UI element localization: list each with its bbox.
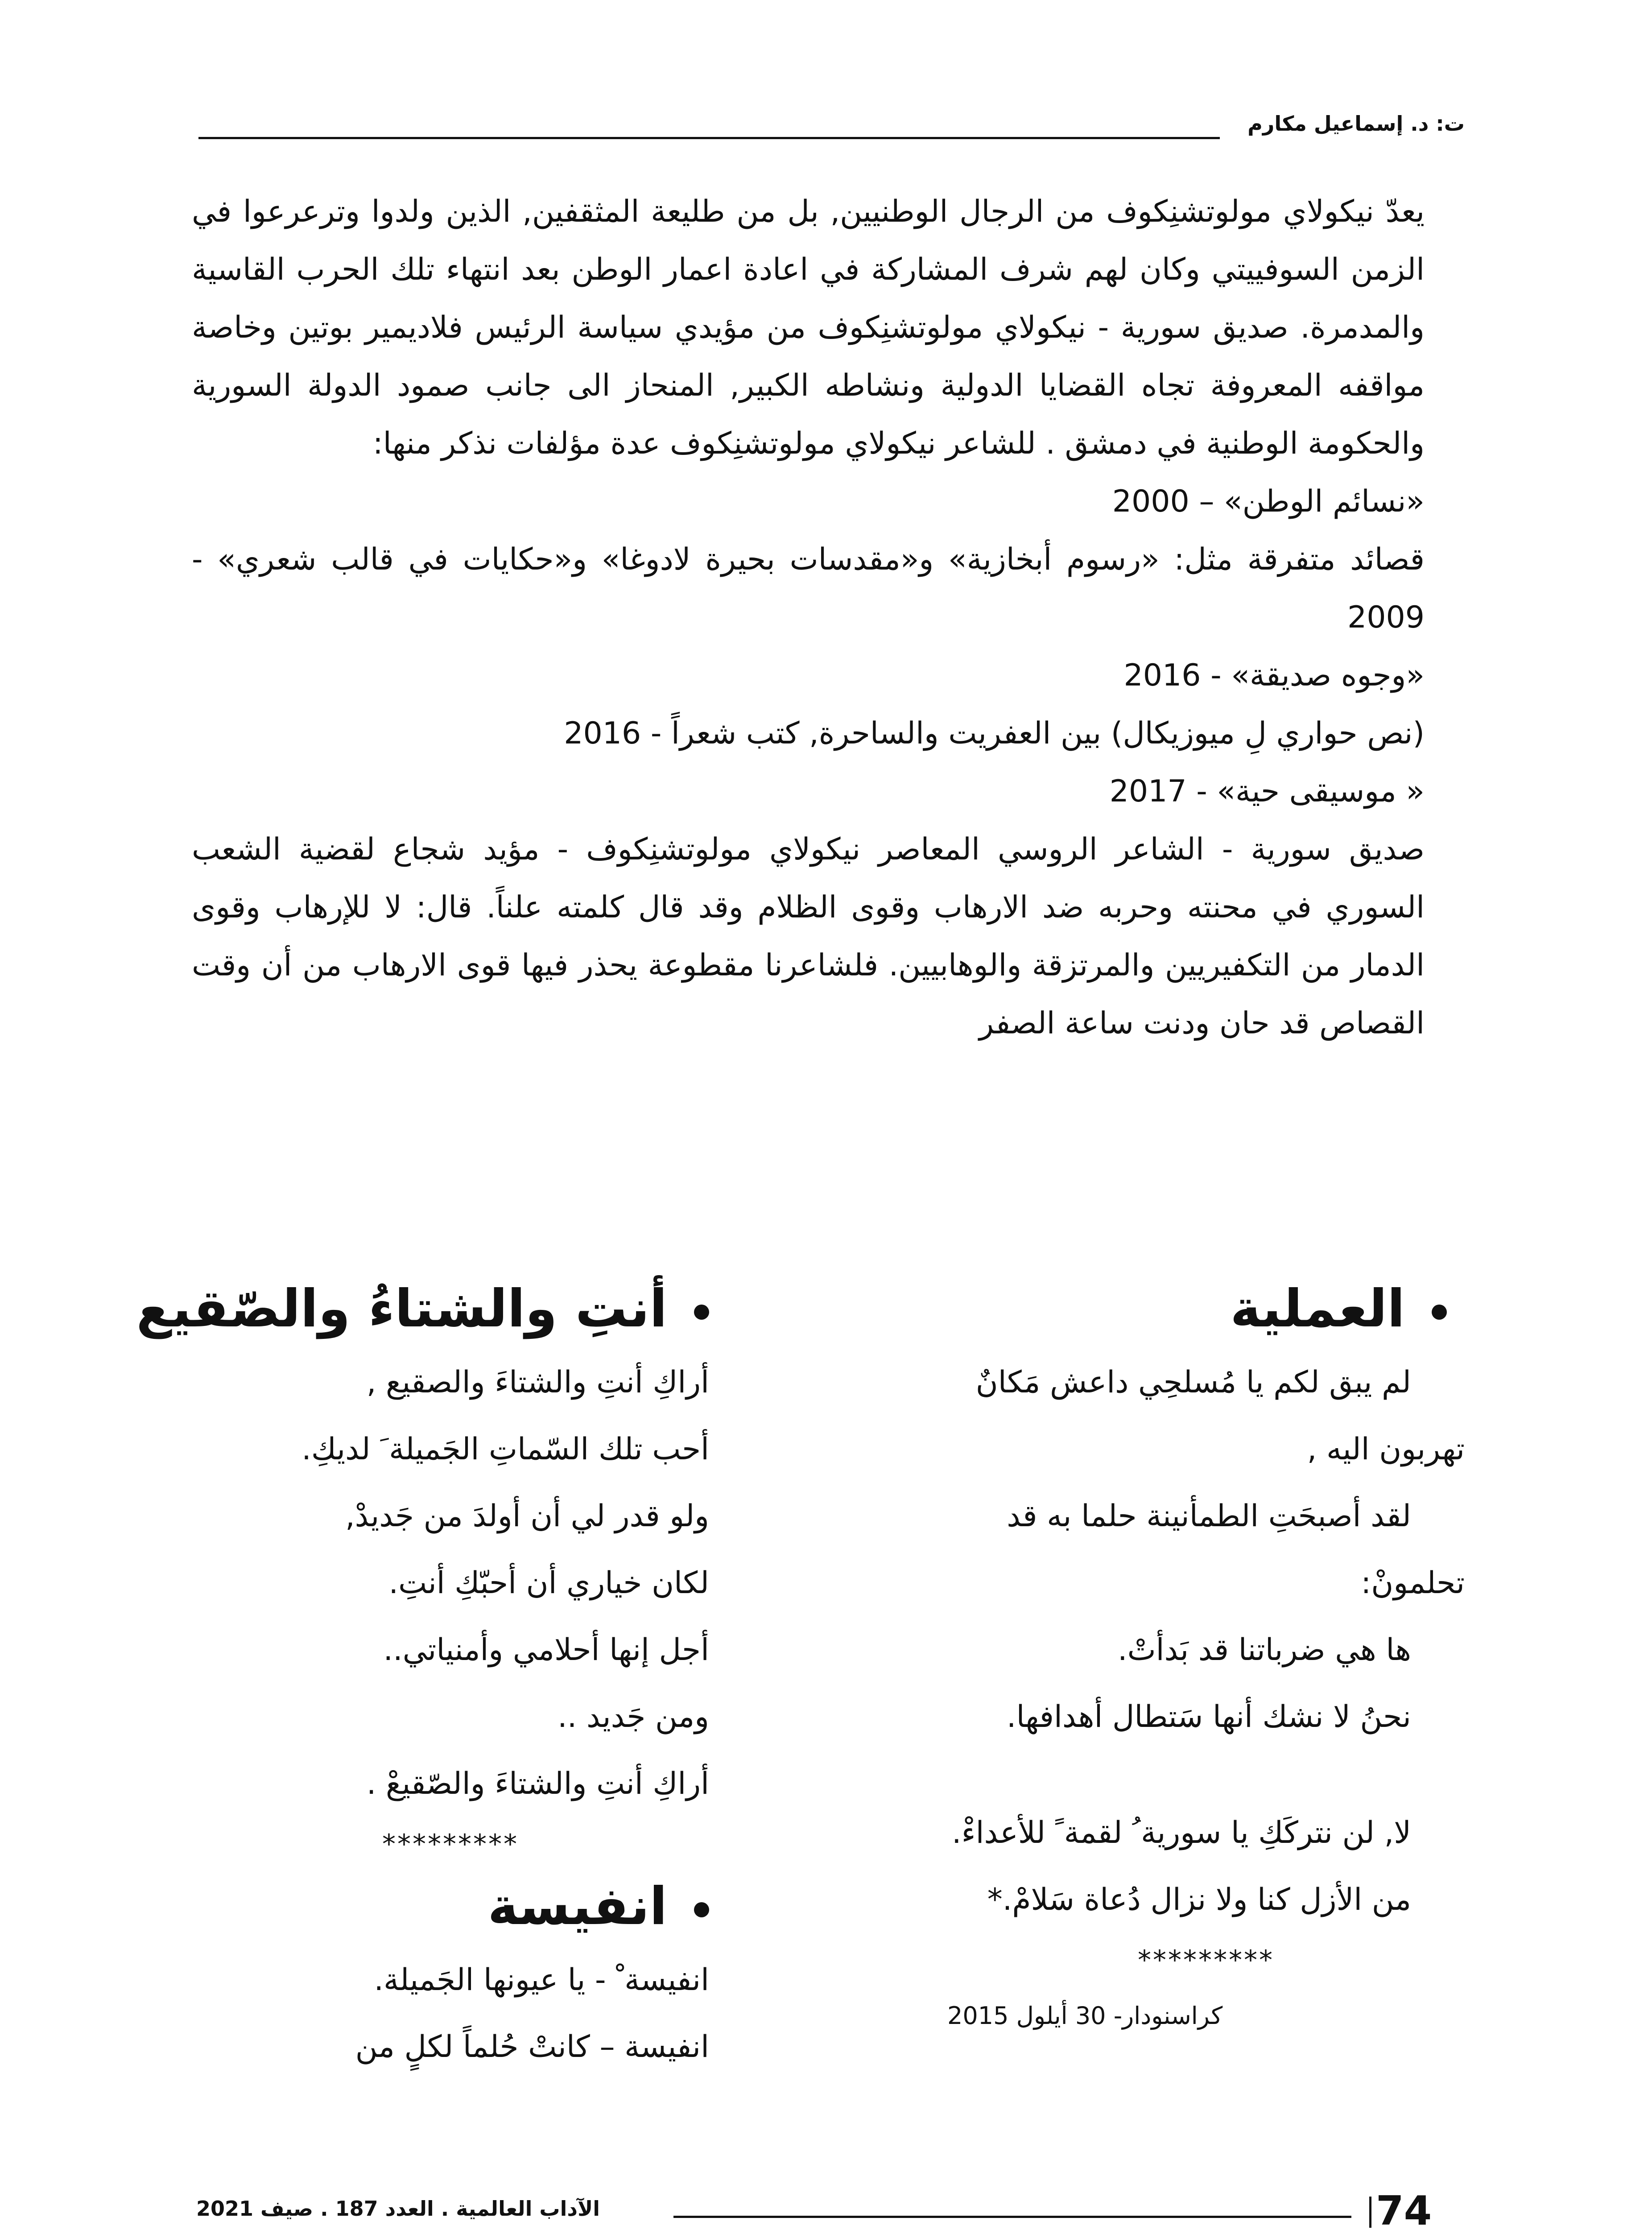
- poem-anfisa-title: انفيسة: [487, 1876, 667, 1937]
- stars-separator: *********: [382, 1829, 519, 1860]
- poem-line: ها هي ضرباتنا قد بَدأتْ.: [1118, 1632, 1411, 1668]
- poem-line: انفيسة ْ - يا عيونها الجَميلة.: [374, 1962, 709, 1998]
- stars-separator: *********: [1138, 1945, 1274, 1976]
- intro-text: [192, 183, 1465, 1053]
- poem-operation-heading: [947, 1273, 1465, 1345]
- work-item: « موسيقى حية» - 2017: [1109, 774, 1425, 809]
- work-item: قصائد متفرقة مثل: «رسوم أبخازية» و«مقدسات بحيرة لادوغا» و«حكايات في قالب شعري» - 2009: [192, 542, 1425, 635]
- footer-rule: [673, 2216, 1351, 2218]
- poem-winter-heading: [136, 1273, 709, 1345]
- poem-line: أجل إنها أحلامي وأمنياتي..: [383, 1632, 709, 1668]
- poem-line: أراكِ أنتِ والشتاءَ والصقيع ,: [366, 1365, 709, 1400]
- poem-line: تهربون اليه ,: [1307, 1432, 1465, 1467]
- poem-operation: [947, 1273, 1465, 2045]
- poem-line: لا, لن نتركَكِ يا سورية ُ لقمة ً للأعداءْ.: [952, 1815, 1411, 1850]
- poem-line: انفيسة – كانتْ حُلماً لكلٍ من: [355, 2029, 709, 2065]
- paragraph-intro: يعدّ نيكولاي مولوتشنِكوف من الرجال الوطنيين, بل من طليعة المثقفين, الذين ولدوا وترعرعوا في الزمن السوفييتي وكان لهم شرف المشاركة في اعادة اعمار الوطن بعد انتهاء تلك الحرب القاسية والمدمرة. صديق سورية - نيكولاي مولوتشنِكوف من مؤيدي سياسة الرئيس فلاديمير بوتين وخاصة مواقفه المعروفة تجاه القضايا الدولية ونشاطه الكبير, المنحاز الى جانب صمود الدولة السورية والحكومة الوطنية في دمشق . للشاعر نيكولاي مولوتشنِكوف عدة مؤلفات نذكر منها:: [192, 194, 1425, 461]
- journal-issue: الآداب العالمية . العدد 187 . صيف 2021: [196, 2197, 600, 2221]
- bullet-icon: [1432, 1305, 1447, 1320]
- poem-line: لقد أصبحَتِ الطمأنينة حلما به قد: [1007, 1499, 1411, 1534]
- poem-winter: [136, 1273, 709, 2081]
- header-author: ت: د. إسماعيل مكارم: [1247, 112, 1465, 136]
- poem-line: نحنُ لا نشك أنها سَتطال أهدافها.: [1006, 1699, 1411, 1734]
- poem-line: ولو قدر لي أن أولدَ من جَديدْ,: [345, 1499, 709, 1534]
- place-date: كراسنودار- 30 أيلول 2015: [947, 2002, 1223, 2030]
- work-item: «وجوه صديقة» - 2016: [1123, 658, 1425, 693]
- footer-divider: [1369, 2197, 1371, 2228]
- poem-line: لكان خياري أن أحبّكِ أنتِ.: [388, 1565, 709, 1601]
- poem-line: من الأزل كنا ولا نزال دُعاة سَلامْ.*: [987, 1882, 1411, 1917]
- poem-line: ومن جَديد ..: [558, 1699, 709, 1734]
- poem-winter-title: أنتِ والشتاءُ والصّقيع: [136, 1279, 667, 1339]
- bullet-icon: [694, 1305, 709, 1320]
- poem-anfisa-heading: [192, 1871, 709, 1942]
- poem-line: أراكِ أنتِ والشتاءَ والصّقيعْ .: [366, 1766, 709, 1801]
- bullet-icon: [694, 1902, 709, 1917]
- paragraph-closing: صديق سورية - الشاعر الروسي المعاصر نيكولاي مولوتشنِكوف - مؤيد شجاع لقضية الشعب السوري في محنته وحربه ضد الارهاب وقوى الظلام وقد قال كلمته علناً. قال: لا للإرهاب وقوى الدمار من التكفيريين والمرتزقة والوهابيين. فلشاعرنا مقطوعة يحذر فيها قوى الارهاب من أن وقت القصاص قد حان ودنت ساعة الصفر: [192, 832, 1425, 1041]
- poem-line: أحب تلك السّماتِ الجَميلة َ لديكِ.: [301, 1432, 709, 1467]
- header-rule: [198, 137, 1220, 139]
- poem-operation-title: العملية: [1230, 1279, 1405, 1339]
- work-item: «نسائم الوطن» – 2000: [1112, 484, 1425, 519]
- poem-line: لم يبق لكم يا مُسلحِي داعش مَكانٌ: [975, 1365, 1411, 1400]
- stanza-gap: [947, 1751, 1465, 1800]
- work-item: (نص حواري لِ ميوزيكال) بين العفريت والساحرة, كتب شعراً - 2016: [564, 716, 1425, 751]
- poem-line: تحلمونْ:: [1361, 1565, 1465, 1601]
- page-number: 74: [1376, 2188, 1432, 2230]
